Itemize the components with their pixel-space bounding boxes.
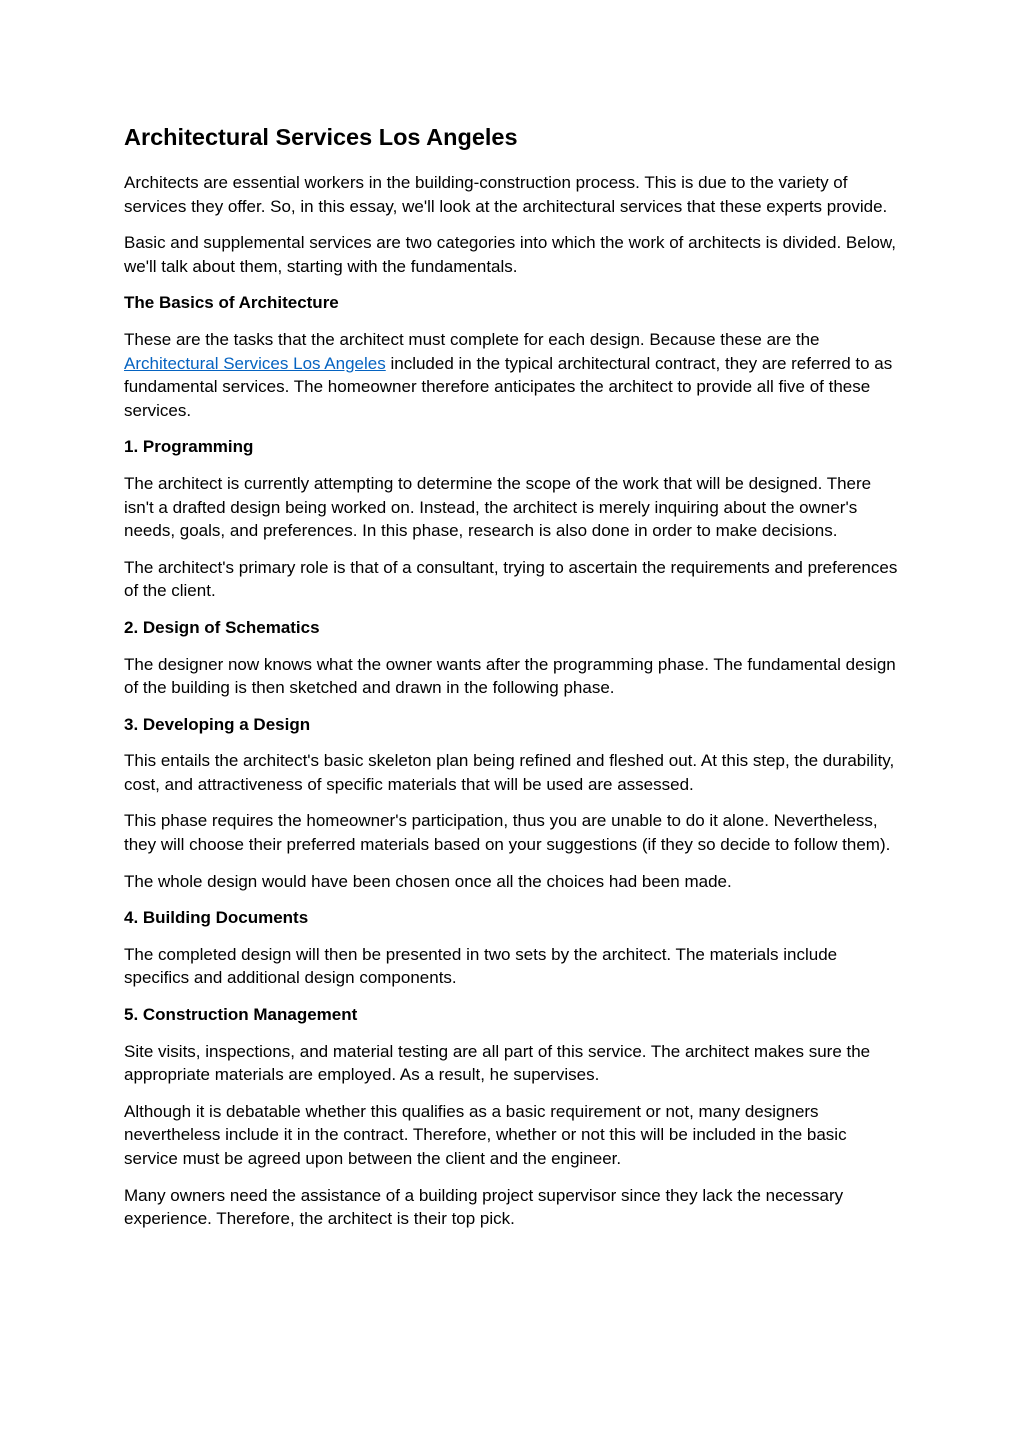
basics-heading: The Basics of Architecture — [124, 293, 339, 313]
documents-paragraph-1: The completed design will then be presented in two sets by the architect. The materials include specifics and additional design components. — [124, 944, 838, 988]
architectural-services-link[interactable]: Architectural Services Los Angeles — [124, 353, 386, 373]
intro-paragraph-1: Architects are essential workers in the building-construction process. This is due to the variety of services they offer. So, in this essay, we'll look at the architectural services that these experts provide. — [124, 173, 888, 216]
programming-paragraph-2: The architect's primary role is that of a consultant, trying to ascertain the requirements and preferences of the client. — [124, 557, 898, 601]
documents-heading: 4. Building Documents — [124, 908, 309, 928]
page-title: Architectural Services Los Angeles — [124, 124, 518, 150]
schematics-heading: 2. Design of Schematics — [124, 617, 320, 637]
basics-paragraph — [124, 328, 900, 422]
document-page — [124, 120, 900, 1244]
construction-paragraph-2: Although it is debatable whether this qualifies as a basic requirement or not, many designers nevertheless include it in the contract. Therefore, whether or not this will be included in the basic service must be agreed upon between the client and the engineer. — [124, 1101, 847, 1168]
programming-heading: 1. Programming — [124, 437, 254, 457]
schematics-paragraph-1: The designer now knows what the owner wants after the programming phase. The fundamental design of the building is then sketched and drawn in the following phase. — [124, 654, 896, 698]
programming-paragraph-1: The architect is currently attempting to determine the scope of the work that will be designed. There isn't a drafted design being worked on. Instead, the architect is merely inquiring about the owner's needs, goals, and preferences. In this phase, research is also done in order to make decisions. — [124, 473, 872, 541]
developing-heading: 3. Developing a Design — [124, 714, 311, 734]
intro-paragraph-2: Basic and supplemental services are two categories into which the work of architects is divided. Below, we'll talk about them, starting with the fundamentals. — [124, 233, 896, 276]
construction-heading: 5. Construction Management — [124, 1005, 358, 1025]
basics-text-after-link: included in the typical architectural contract, they are referred to as fundamental services. The homeowner therefore anticipates the architect to provide all five of these services. — [124, 353, 893, 420]
basics-text-before-link: These are the tasks that the architect must complete for each design. Because these are the — [124, 329, 820, 349]
developing-paragraph-3: The whole design would have been chosen once all the choices had been made. — [124, 871, 732, 891]
developing-paragraph-2: This phase requires the homeowner's participation, thus you are unable to do it alone. Nevertheless, they will choose their preferred materials based on your suggestions (if they so decide to follow them). — [124, 811, 891, 855]
construction-paragraph-1: Site visits, inspections, and material testing are all part of this service. The architect makes sure the appropriate materials are employed. As a result, he supervises. — [124, 1041, 871, 1085]
developing-paragraph-1: This entails the architect's basic skeleton plan being refined and fleshed out. At this step, the durability, cost, and attractiveness of specific materials that will be used are assessed. — [124, 751, 895, 794]
construction-paragraph-3: Many owners need the assistance of a building project supervisor since they lack the necessary experience. Therefore, the architect is their top pick. — [124, 1185, 844, 1229]
